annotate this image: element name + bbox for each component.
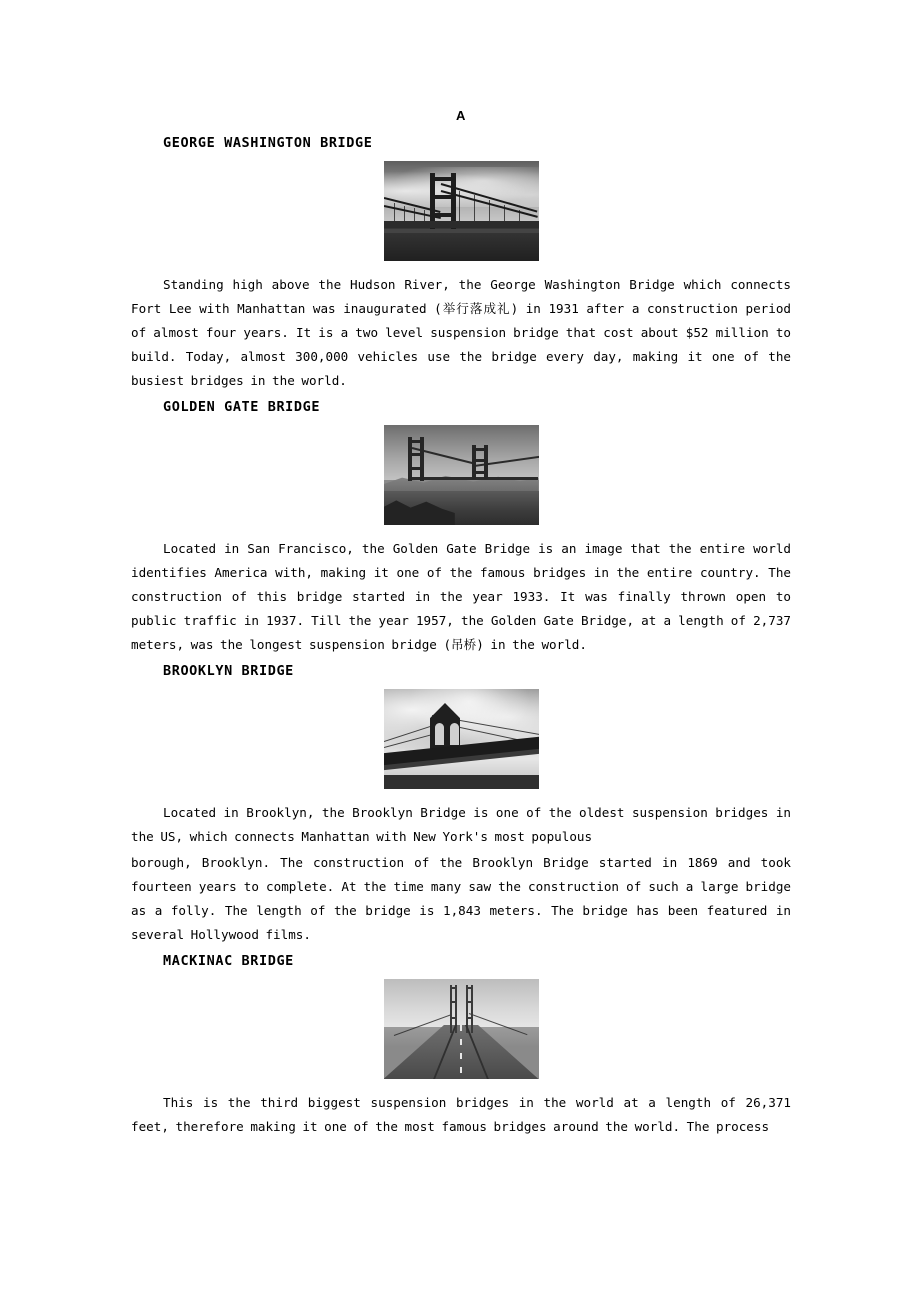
george-washington-bridge-photo: [384, 161, 539, 261]
figure-george-washington: [131, 161, 791, 261]
paragraph-brooklyn-part1: Located in Brooklyn, the Brooklyn Bridge is one of the oldest suspension bridges in the US, which connects Manhattan with New York's most populous: [131, 805, 791, 844]
paragraph-george-washington: Standing high above the Hudson River, the George Washington Bridge which connects Fort Lee with Manhattan was inaugurated (举行落成礼) in 1931 after a construction period of almost four years. It is a two level suspension bridge that cost about $52 million to build. Today, almost 300,000 vehicles use the bridge every day, making it one of the busiest bridges in the world.: [131, 277, 791, 388]
mackinac-bridge-photo: [384, 979, 539, 1079]
bridge-title-mackinac: MACKINAC BRIDGE: [163, 953, 294, 969]
bridge-title-golden-gate: GOLDEN GATE BRIDGE: [163, 399, 321, 415]
paragraph-mackinac: This is the third biggest suspension bridges in the world at a length of 26,371 feet, therefore making it one of the most famous bridges around the world. The process: [131, 1095, 791, 1134]
figure-mackinac: [131, 979, 791, 1079]
section-letter: A: [456, 108, 466, 123]
paragraph-brooklyn-part2: borough, Brooklyn. The construction of the Brooklyn Bridge started in 1869 and took fourteen years to complete. At the time many saw the construction of such a large bridge as a folly. The length of the bridge is 1,843 meters. The bridge has been featured in several Hollywood films.: [131, 855, 791, 942]
document-content: [131, 108, 791, 1141]
figure-brooklyn: [131, 689, 791, 789]
paragraph-golden-gate: Located in San Francisco, the Golden Gate Bridge is an image that the entire world identifies America with, making it one of the famous bridges in the entire country. The construction of this bridge started in the year 1933. It was finally thrown open to public traffic in 1937. Till the year 1957, the Golden Gate Bridge, at a length of 2,737 meters, was the longest suspension bridge (吊桥) in the world.: [131, 541, 791, 652]
golden-gate-bridge-photo: [384, 425, 539, 525]
brooklyn-bridge-photo: [384, 689, 539, 789]
figure-golden-gate: [131, 425, 791, 525]
bridge-title-brooklyn: BROOKLYN BRIDGE: [163, 663, 294, 679]
bridge-title-george-washington: GEORGE WASHINGTON BRIDGE: [163, 135, 373, 151]
